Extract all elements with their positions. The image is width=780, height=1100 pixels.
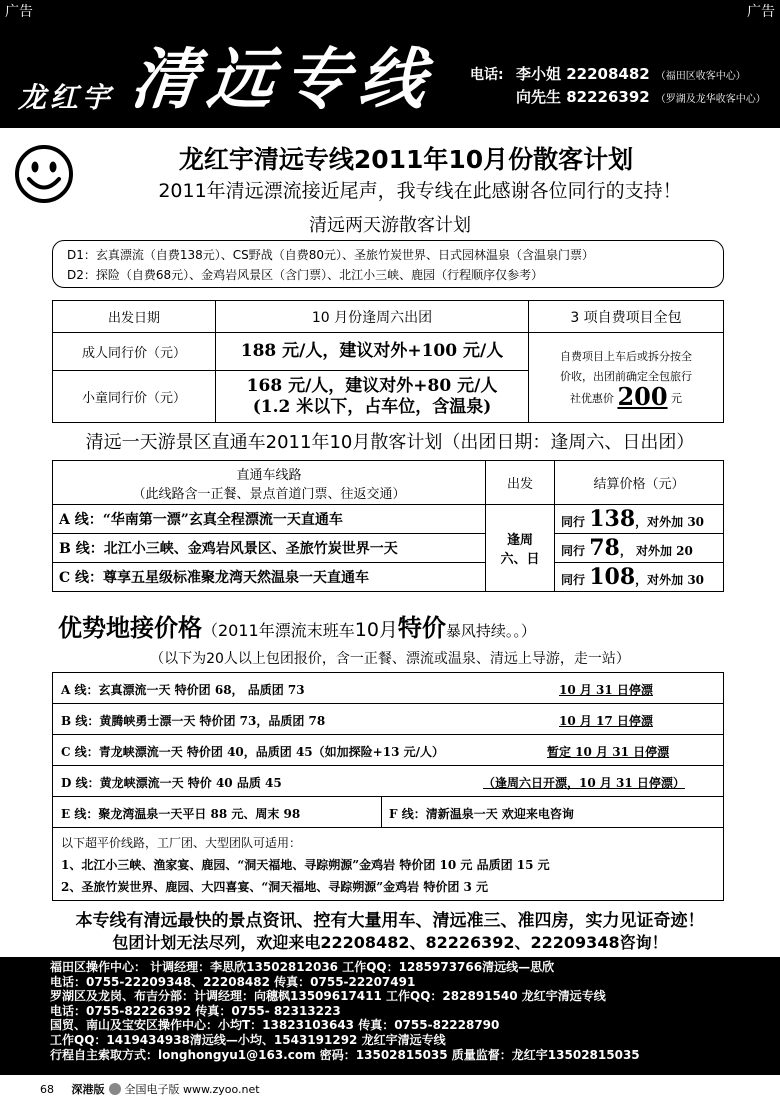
depart-days-line-1: 逢周	[506, 533, 533, 548]
route-a: A 线：“华南第一漂”玄真全程漂流一天直通车	[53, 505, 486, 534]
price-b	[555, 534, 724, 563]
depart-days-line-2: 六、日	[500, 552, 540, 567]
route-b: B 线：北江小三峡、金鸡岩风景区、圣旅竹炭世界一天	[53, 534, 486, 563]
advantage-line-a-stop: 10 月 31 日停漂	[559, 683, 653, 697]
brand-name-small: 龙红宇	[18, 81, 115, 114]
edition-label: 深港版	[71, 1083, 105, 1096]
col-depart-date: 出发日期	[53, 301, 216, 333]
contact-person-1: 李小姐 22208482	[516, 65, 650, 83]
network-label: 全国电子版 www.zyoo.net	[124, 1083, 260, 1096]
child-price-line-1: 168 元/人，建议对外+80 元/人	[246, 375, 498, 396]
price-c-prefix: 同行	[561, 573, 586, 587]
ad-tag-left: 广告	[0, 0, 38, 22]
price-b-suffix: ， 对外加 20	[619, 544, 693, 558]
footer-line-4: 电话：0755-82226392 传真：0755- 82313223	[50, 1003, 341, 1018]
price-header: 结算价格（元）	[555, 461, 724, 505]
advantage-line-e: E 线：聚龙湾温泉一天平日 88 元、周末 98	[61, 807, 301, 821]
price-a-prefix: 同行	[561, 515, 586, 529]
page-number: 68	[40, 1083, 54, 1096]
two-day-price-table	[52, 300, 724, 423]
footer-line-3: 罗湖区及龙岗、布吉分部：计调经理：向穗枫13509617411 工作QQ：282891540 龙红宇清远专线	[50, 989, 606, 1004]
child-price-label: 小童同行价（元）	[53, 371, 216, 423]
price-c-value: 108	[589, 564, 636, 590]
advantage-title-main: 优势地接价格	[58, 614, 202, 642]
one-day-route-table	[52, 460, 724, 592]
selfpay-price: 200	[617, 381, 668, 411]
selfpay-note-prefix: 社优惠价	[569, 391, 614, 405]
col-selfpay: 3 项自费项目全包	[529, 301, 724, 333]
footer-line-7: 行程自主索取方式：longhongyu1@163.com 密码：13502815035 质量监督：龙红宇13502815035	[50, 1047, 640, 1062]
price-b-value: 78	[589, 535, 620, 561]
advantage-title-hot: 特价	[397, 614, 446, 642]
route-header-sub: （此线路含一正餐、景点首道门票、往返交通）	[132, 486, 406, 502]
advantage-line-f: F 线：清新温泉一天 欢迎来电咨询	[389, 807, 574, 821]
budget-line-1: 1、北江小三峡、渔家宴、鹿园、“洞天福地、寻踪朔源”金鸡岩 特价团 10 元 品质团 15 元	[61, 858, 550, 872]
slogan-line-2: 包团计划无法尽列，欢迎来电22208482、82226392、22209348咨询！	[112, 933, 668, 952]
advantage-title-paren: （2011年漂流末班车	[202, 621, 355, 640]
itinerary-box	[52, 240, 724, 288]
footer-line-2: 电话：0755-22209348、22208482 传真：0755-22207491	[50, 974, 416, 989]
contact-block	[470, 64, 766, 110]
page-footer	[40, 1081, 260, 1097]
child-price-line-2: (1.2 米以下，占车位，含温泉)	[252, 396, 492, 417]
contact-row-1	[470, 64, 766, 87]
budget-lines	[53, 828, 723, 900]
advantage-price-box	[52, 672, 724, 901]
price-a-value: 138	[589, 506, 636, 532]
price-c	[555, 563, 724, 592]
advantage-subtitle: （以下为20人以上包团报价，含一正餐、漂流或温泉、清远上导游，走一站）	[150, 651, 630, 667]
route-header-title: 直通车线路	[236, 467, 302, 483]
advantage-line-c	[53, 735, 723, 766]
advantage-line-d-text: D 线：黄龙峡漂流一天 特价 40 品质 45	[61, 776, 282, 790]
price-b-prefix: 同行	[561, 544, 586, 558]
route-c: C 线：尊享五星级标准聚龙湾天然温泉一天直通车	[53, 563, 486, 592]
network-logo-icon	[109, 1083, 121, 1095]
advantage-line-a	[53, 673, 723, 704]
smiley-icon	[14, 144, 74, 204]
advantage-title-rest: 暴风持续。。）	[445, 622, 536, 640]
advantage-line-ef	[53, 797, 723, 828]
adult-price-label: 成人同行价（元）	[53, 333, 216, 371]
col-schedule: 10 月份逢周六出团	[216, 301, 529, 333]
selfpay-note-line-1: 自费项目上车后或拆分按全	[560, 349, 692, 363]
contact-person-2: 向先生 82226392	[516, 88, 650, 106]
price-c-suffix: ，对外加 30	[635, 573, 705, 587]
advantage-line-e-cell	[53, 797, 382, 827]
advantage-line-a-text: A 线：玄真漂流一天 特价团 68， 品质团 73	[61, 683, 305, 697]
selfpay-unit: 元	[671, 391, 683, 405]
contact-footer	[0, 957, 780, 1075]
brand-logo-text: 清远专线	[127, 40, 440, 118]
one-day-section-title: 清远一天游景区直通车2011年10月散客计划（出团日期：逢周六、日出团）	[85, 432, 695, 453]
two-day-section-title: 清远两天游散客计划	[309, 215, 471, 236]
advantage-line-b-stop: 10 月 17 日停漂	[559, 714, 653, 728]
selfpay-note	[529, 333, 724, 423]
adult-price: 188 元/人，建议对外+100 元/人	[216, 333, 529, 371]
contact-note-1: （福田区收客中心）	[655, 71, 746, 82]
itinerary-day-1: D1：玄真漂流（自费138元）、CS野战（自费80元）、圣旅竹炭世界、日式园林温泉（含温泉门票）	[67, 248, 595, 262]
depart-days	[486, 505, 555, 592]
ad-tag-right: 广告	[742, 0, 780, 22]
main-title: 龙红宇清远专线2011年10月份散客计划	[178, 145, 634, 174]
budget-intro: 以下超平价线路，工厂团、大型团队可适用：	[61, 836, 302, 850]
sub-title: 2011年清远漂流接近尾声，我专线在此感谢各位同行的支持！	[158, 180, 682, 202]
budget-line-2: 2、圣旅竹炭世界、鹿园、大四喜宴、“洞天福地、寻踪朔源”金鸡岩 特价团 3 元	[61, 880, 489, 894]
advantage-line-d-stop: （逢周六日开漂，10 月 31 日停漂）	[483, 776, 685, 790]
advantage-line-b-text: B 线：黄腾峡勇士漂一天 特价团 73，品质团 78	[61, 714, 326, 728]
itinerary-day-2: D2：探险（自费68元）、金鸡岩风景区（含门票）、北江小三峡、鹿园（行程顺序仅参考）	[67, 268, 544, 282]
contact-note-2: （罗湖及龙华收客中心）	[655, 94, 766, 105]
price-a	[555, 505, 724, 534]
header-banner	[0, 0, 780, 128]
advantage-line-b	[53, 704, 723, 735]
contact-row-2	[470, 87, 766, 110]
advantage-title-month: 10月	[354, 619, 398, 641]
footer-line-5: 国贸、南山及宝安区操作中心：小均T：13823103643 传真：0755-82228790	[50, 1018, 500, 1033]
selfpay-note-line-2: 价收，出团前确定全包旅行	[560, 369, 692, 383]
route-header	[53, 461, 486, 505]
child-price	[216, 371, 529, 423]
selfpay-note-line-3	[529, 381, 723, 411]
advantage-line-d	[53, 766, 723, 797]
footer-line-6: 工作QQ：1419434938清远线—小均、1543191292 龙红宇清远专线	[50, 1032, 446, 1047]
advantage-line-c-stop: 暂定 10 月 31 日停漂	[547, 745, 670, 759]
slogan-line-1: 本专线有清远最快的景点资讯、控有大量用车、清远准三、准四房，实力见证奇迹！	[75, 911, 705, 931]
depart-header: 出发	[486, 461, 555, 505]
advantage-title	[58, 608, 536, 643]
contact-label: 电话:	[470, 67, 504, 83]
price-a-suffix: ，对外加 30	[635, 515, 705, 529]
footer-line-1: 福田区操作中心： 计调经理：李思欣13502812036 工作QQ：1285973766清远线—思欣	[50, 960, 555, 974]
advantage-line-c-text: C 线：青龙峡漂流一天 特价团 40，品质团 45（如加探险+13 元/人）	[61, 745, 444, 759]
